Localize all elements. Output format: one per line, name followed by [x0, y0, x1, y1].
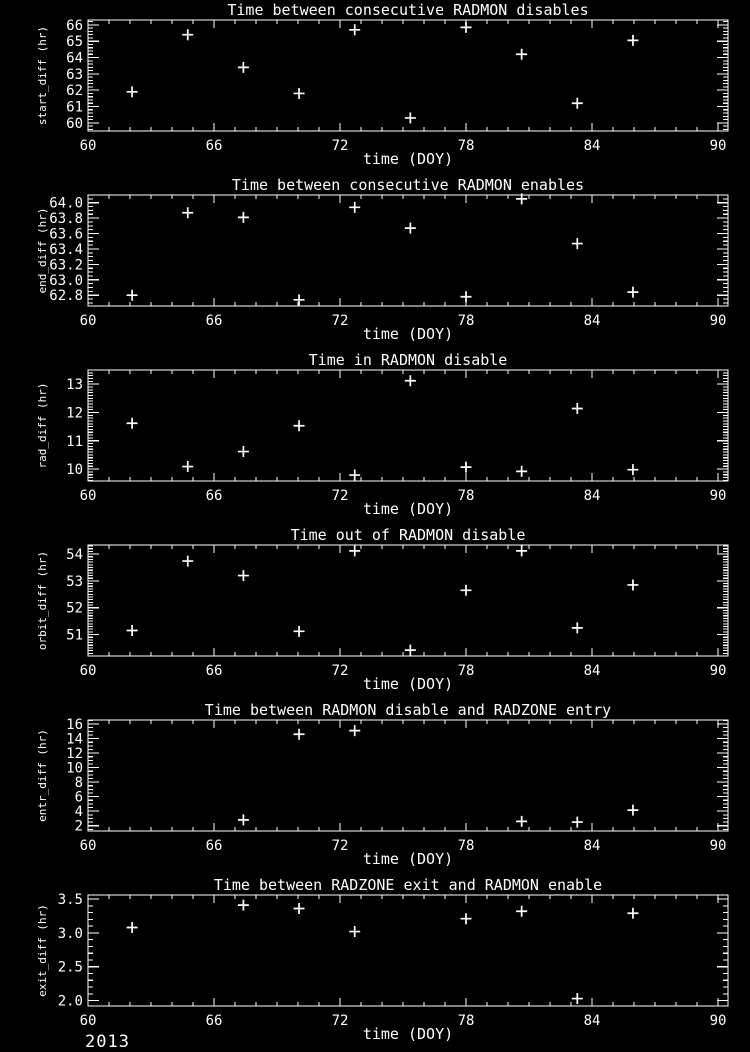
data-point-marker [516, 545, 527, 556]
x-tick-label: 90 [709, 488, 727, 504]
data-point-marker [572, 817, 583, 828]
data-point-marker [572, 403, 583, 414]
data-point-marker [127, 86, 138, 97]
y-tick-label: 2 [74, 818, 83, 835]
orbit-diff-chart [0, 525, 750, 700]
data-point-marker [294, 626, 305, 637]
y-tick-label: 2.0 [57, 993, 83, 1010]
data-points [127, 22, 639, 124]
data-point-marker [405, 645, 416, 656]
data-point-marker [127, 290, 138, 301]
data-point-marker [572, 622, 583, 633]
x-tick-label: 84 [583, 1013, 601, 1029]
x-tick-label: 60 [79, 488, 97, 504]
data-point-marker [405, 112, 416, 123]
y-tick-label: 6 [74, 789, 83, 806]
data-point-marker [516, 816, 527, 827]
data-point-marker [127, 418, 138, 429]
data-point-marker [627, 805, 638, 816]
data-point-marker [627, 579, 638, 590]
y-tick-label: 62 [66, 83, 83, 100]
data-point-marker [182, 207, 193, 218]
y-tick-label: 53 [66, 573, 83, 590]
y-axis-label: end_diff (hr) [36, 207, 49, 294]
end-diff-chart [0, 175, 750, 350]
data-point-marker [238, 900, 249, 911]
x-tick-label: 78 [457, 663, 475, 679]
x-tick-label: 78 [457, 1013, 475, 1029]
x-tick-label: 78 [457, 838, 475, 854]
data-point-marker [461, 462, 472, 473]
x-tick-label: 60 [79, 663, 97, 679]
data-point-marker [294, 903, 305, 914]
plot-title: Time between consecutive RADMON disables [227, 1, 589, 19]
data-points [127, 900, 639, 1004]
data-point-marker [405, 375, 416, 386]
y-tick-label: 14 [66, 731, 83, 748]
plot-title: Time out of RADMON disable [290, 526, 526, 544]
data-point-marker [238, 570, 249, 581]
x-axis-label: time (DOY) [362, 1025, 454, 1043]
x-tick-label: 78 [457, 138, 475, 154]
y-tick-label: 63.6 [49, 226, 83, 243]
y-tick-label: 64 [66, 50, 83, 67]
x-tick-label: 72 [331, 313, 349, 329]
x-tick-label: 90 [709, 138, 727, 154]
y-tick-label: 65 [66, 34, 83, 51]
x-axis-label: time (DOY) [362, 500, 454, 518]
data-point-marker [516, 466, 527, 477]
plot-frame [88, 20, 728, 131]
x-tick-label: 72 [331, 663, 349, 679]
x-tick-label: 84 [583, 313, 601, 329]
x-tick-label: 78 [457, 313, 475, 329]
x-axis-label: time (DOY) [362, 850, 454, 868]
data-point-marker [572, 993, 583, 1004]
x-tick-label: 90 [709, 663, 727, 679]
data-point-marker [405, 223, 416, 234]
y-tick-label: 63.0 [49, 272, 83, 289]
entr-diff-chart [0, 700, 750, 875]
exit-diff-chart [0, 875, 750, 1050]
data-point-marker [627, 287, 638, 298]
plot-start-diff [0, 0, 750, 175]
x-tick-label: 66 [205, 488, 223, 504]
x-tick-label: 72 [331, 1013, 349, 1029]
y-tick-label: 63 [66, 66, 83, 83]
data-points [127, 545, 639, 655]
y-tick-label: 2.5 [57, 959, 83, 976]
x-tick-label: 66 [205, 138, 223, 154]
data-point-marker [572, 238, 583, 249]
y-tick-label: 62.8 [49, 288, 83, 305]
x-tick-label: 72 [331, 138, 349, 154]
data-point-marker [127, 625, 138, 636]
data-point-marker [238, 212, 249, 223]
data-point-marker [349, 202, 360, 213]
data-point-marker [349, 725, 360, 736]
data-points [238, 725, 639, 827]
axis-ticks [88, 720, 728, 831]
data-point-marker [627, 908, 638, 919]
plot-exit-diff [0, 875, 750, 1050]
plot-rad-diff [0, 350, 750, 525]
y-tick-label: 60 [66, 115, 83, 132]
y-tick-label: 4 [74, 804, 83, 821]
x-tick-label: 60 [79, 1013, 97, 1029]
y-axis-label: exit_diff (hr) [36, 904, 49, 997]
plot-frame [88, 895, 728, 1006]
plot-orbit-diff [0, 525, 750, 700]
y-tick-label: 61 [66, 99, 83, 116]
plot-frame [88, 195, 728, 306]
data-point-marker [127, 922, 138, 933]
y-tick-label: 12 [66, 746, 83, 763]
y-tick-label: 10 [66, 760, 83, 777]
rad-diff-chart [0, 350, 750, 525]
y-axis-label: orbit_diff (hr) [36, 550, 49, 651]
x-axis-label: time (DOY) [362, 150, 454, 168]
axis-ticks [88, 895, 728, 1006]
x-tick-label: 84 [583, 663, 601, 679]
y-tick-label: 51 [66, 627, 83, 644]
y-tick-label: 16 [66, 717, 83, 734]
year-label: 2013 [85, 1032, 130, 1052]
x-tick-label: 84 [583, 838, 601, 854]
y-tick-label: 11 [66, 433, 83, 450]
data-point-marker [294, 420, 305, 431]
x-tick-label: 66 [205, 313, 223, 329]
x-axis-label: time (DOY) [362, 675, 454, 693]
axis-ticks [88, 195, 728, 306]
data-points [127, 193, 639, 305]
y-tick-label: 66 [66, 17, 83, 34]
x-tick-label: 90 [709, 838, 727, 854]
y-tick-label: 3.0 [57, 925, 83, 942]
data-point-marker [461, 913, 472, 924]
data-point-marker [572, 98, 583, 109]
y-tick-label: 8 [74, 775, 83, 792]
x-tick-label: 90 [709, 1013, 727, 1029]
x-tick-label: 84 [583, 488, 601, 504]
axis-ticks [88, 20, 728, 131]
data-point-marker [516, 49, 527, 60]
data-point-marker [182, 556, 193, 567]
y-axis-label: rad_diff (hr) [36, 382, 49, 469]
y-tick-label: 52 [66, 600, 83, 617]
x-tick-label: 78 [457, 488, 475, 504]
plot-frame [88, 720, 728, 831]
data-point-marker [238, 446, 249, 457]
plot-title: Time between RADMON disable and RADZONE entry [204, 701, 612, 719]
data-point-marker [461, 22, 472, 33]
data-point-marker [461, 585, 472, 596]
data-point-marker [294, 729, 305, 740]
y-tick-label: 63.4 [49, 241, 83, 258]
start-diff-chart [0, 0, 750, 175]
data-point-marker [238, 814, 249, 825]
x-axis-label: time (DOY) [362, 325, 454, 343]
plot-end-diff [0, 175, 750, 350]
y-axis-label: entr_diff (hr) [36, 729, 49, 822]
x-tick-label: 60 [79, 838, 97, 854]
data-point-marker [516, 906, 527, 917]
y-tick-label: 63.2 [49, 257, 83, 274]
data-point-marker [627, 464, 638, 475]
y-tick-label: 63.8 [49, 211, 83, 228]
data-point-marker [294, 294, 305, 305]
x-tick-label: 60 [79, 138, 97, 154]
data-point-marker [349, 24, 360, 35]
x-tick-label: 84 [583, 138, 601, 154]
y-tick-label: 10 [66, 462, 83, 479]
plot-entr-diff [0, 700, 750, 875]
data-points [127, 375, 639, 480]
data-point-marker [294, 88, 305, 99]
y-tick-label: 3.5 [57, 892, 83, 909]
plot-title: Time in RADMON disable [308, 351, 508, 369]
data-point-marker [238, 62, 249, 73]
plot-title: Time between RADZONE exit and RADMON enable [213, 876, 603, 894]
x-tick-label: 66 [205, 1013, 223, 1029]
x-tick-label: 72 [331, 838, 349, 854]
x-tick-label: 90 [709, 313, 727, 329]
x-tick-label: 66 [205, 663, 223, 679]
plot-title: Time between consecutive RADMON enables [231, 176, 585, 194]
x-tick-label: 72 [331, 488, 349, 504]
data-point-marker [182, 29, 193, 40]
axis-ticks [88, 370, 728, 481]
data-point-marker [349, 545, 360, 556]
y-tick-label: 64.0 [49, 195, 83, 212]
data-point-marker [182, 461, 193, 472]
y-tick-label: 12 [66, 405, 83, 422]
y-tick-label: 13 [66, 377, 83, 394]
data-point-marker [349, 926, 360, 937]
plot-frame [88, 370, 728, 481]
data-point-marker [461, 291, 472, 302]
y-tick-label: 54 [66, 547, 83, 564]
x-tick-label: 66 [205, 838, 223, 854]
x-tick-label: 60 [79, 313, 97, 329]
y-axis-label: start_diff (hr) [36, 25, 49, 126]
data-point-marker [627, 35, 638, 46]
data-point-marker [349, 470, 360, 481]
